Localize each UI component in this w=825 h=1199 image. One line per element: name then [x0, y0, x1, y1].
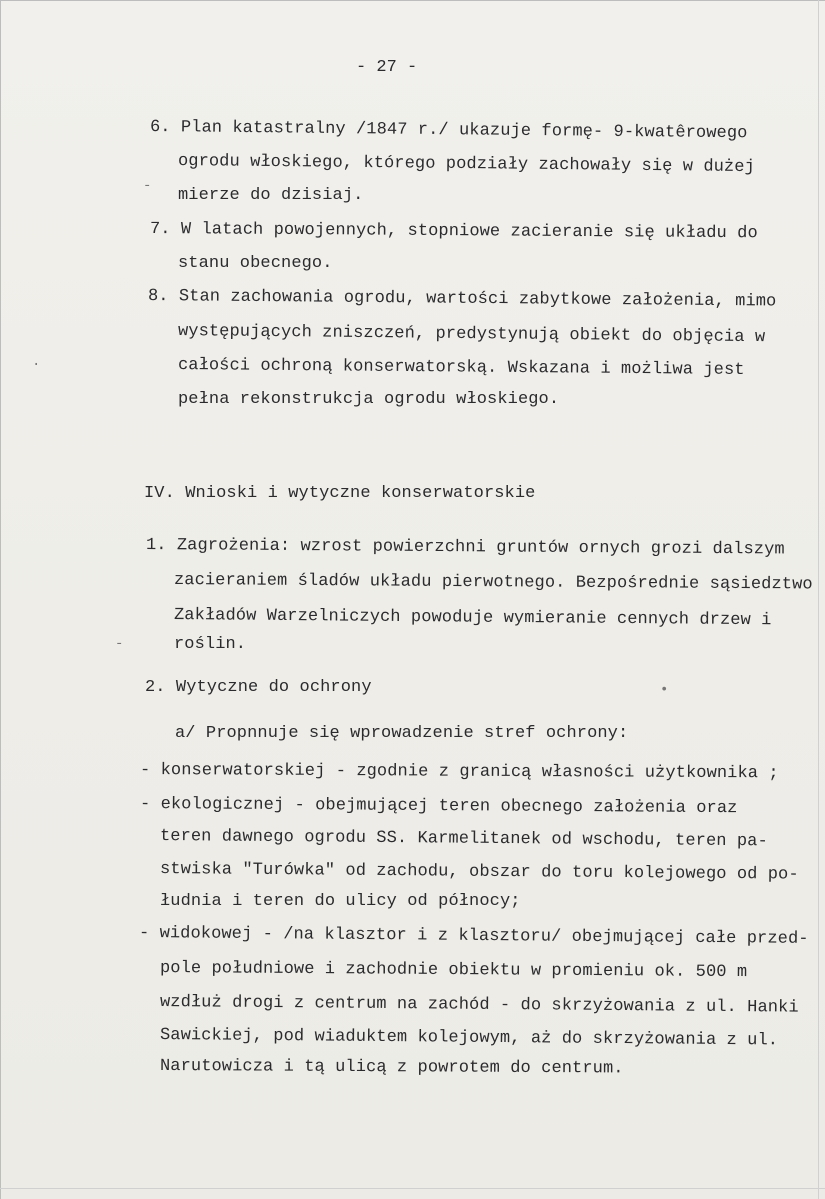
guidelines-intro: a/ Propnnuje się wprowadzenie stref ochrony:	[175, 724, 629, 743]
margin-dot: ·	[32, 357, 41, 373]
zone-ecological-line-1: - ekologicznej - obejmującej teren obecnego założenia oraz	[139, 795, 738, 819]
zone-visual-line-5: Narutowicza i tą ulicą z powrotem do centrum.	[159, 1057, 624, 1079]
item-8-line-3: całości ochroną konserwatorską. Wskazana i możliwa jest	[177, 356, 745, 380]
section-4-heading: IV. Wnioski i wytyczne konserwatorskie	[144, 484, 536, 503]
guidelines-heading: 2. Wytyczne do ochrony	[145, 678, 372, 697]
threats-line-4: roślin.	[174, 635, 247, 654]
zone-visual-line-1: - widokowej - /na klasztor i z klasztoru/ obejmującej całe przed-	[138, 924, 809, 949]
item-7-line-1: 7. W latach powojennych, stopniowe zacieranie się układu do	[149, 220, 758, 244]
scan-edge-left	[0, 0, 1, 1199]
scan-edge-top	[0, 0, 825, 1]
item-8-line-1: 8. Stan zachowania ogrodu, wartości zabytkowe założenia, mimo	[147, 287, 777, 312]
item-8-line-4: pełna rekonstrukcja ogrodu włoskiego.	[178, 390, 560, 409]
margin-tick: -	[143, 178, 152, 194]
item-6-line-3: mierze do dzisiaj.	[178, 186, 364, 205]
threats-line-3: Zakładów Warzelniczych powoduje wymieranie cennych drzew i	[173, 606, 772, 631]
scan-edge-bottom	[0, 1188, 825, 1189]
threats-line-2: zacieraniem śladów układu pierwotnego. Bezpośrednie sąsiedztwo	[173, 571, 813, 595]
zone-visual-line-4: Sawickiej, pod wiaduktem kolejowym, aż do skrzyżowania z ul.	[159, 1026, 779, 1051]
item-6-line-2: ogrodu włoskiego, którego podziały zachowały się w dużej	[177, 152, 755, 178]
zone-visual-line-2: pole południowe i zachodnie obiektu w promieniu ok. 500 m	[159, 959, 748, 983]
threats-line-1: 1. Zagrożenia: wzrost powierzchni gruntów ornych grozi dalszym	[145, 536, 785, 560]
item-6-line-1: 6. Plan katastralny /1847 r./ ukazuje formę- 9-kwatêrowego	[149, 118, 748, 144]
zone-ecological-line-4: łudnia i teren do ulicy od północy;	[160, 892, 521, 911]
zone-conservation-line: - konserwatorskiej - zgodnie z granicą własności użytkownika ;	[139, 761, 779, 784]
zone-ecological-line-2: teren dawnego ogrodu SS. Karmelitanek od wschodu, teren pa-	[159, 827, 768, 852]
zone-ecological-line-3: stwiska "Turówka" od zachodu, obszar do toru kolejowego od po-	[159, 860, 799, 885]
page-number: - 27 -	[356, 58, 418, 77]
zone-visual-line-3: wzdłuż drogi z centrum na zachód - do skrzyżowania z ul. Hanki	[159, 993, 799, 1018]
item-8-line-2: występujących zniszczeń, predystynują obiekt do objęcia w	[177, 322, 766, 348]
scan-edge-right	[818, 0, 819, 1199]
item-7-line-2: stanu obecnego.	[178, 254, 333, 273]
margin-tick: -	[115, 636, 124, 652]
margin-dot: •	[660, 682, 669, 698]
